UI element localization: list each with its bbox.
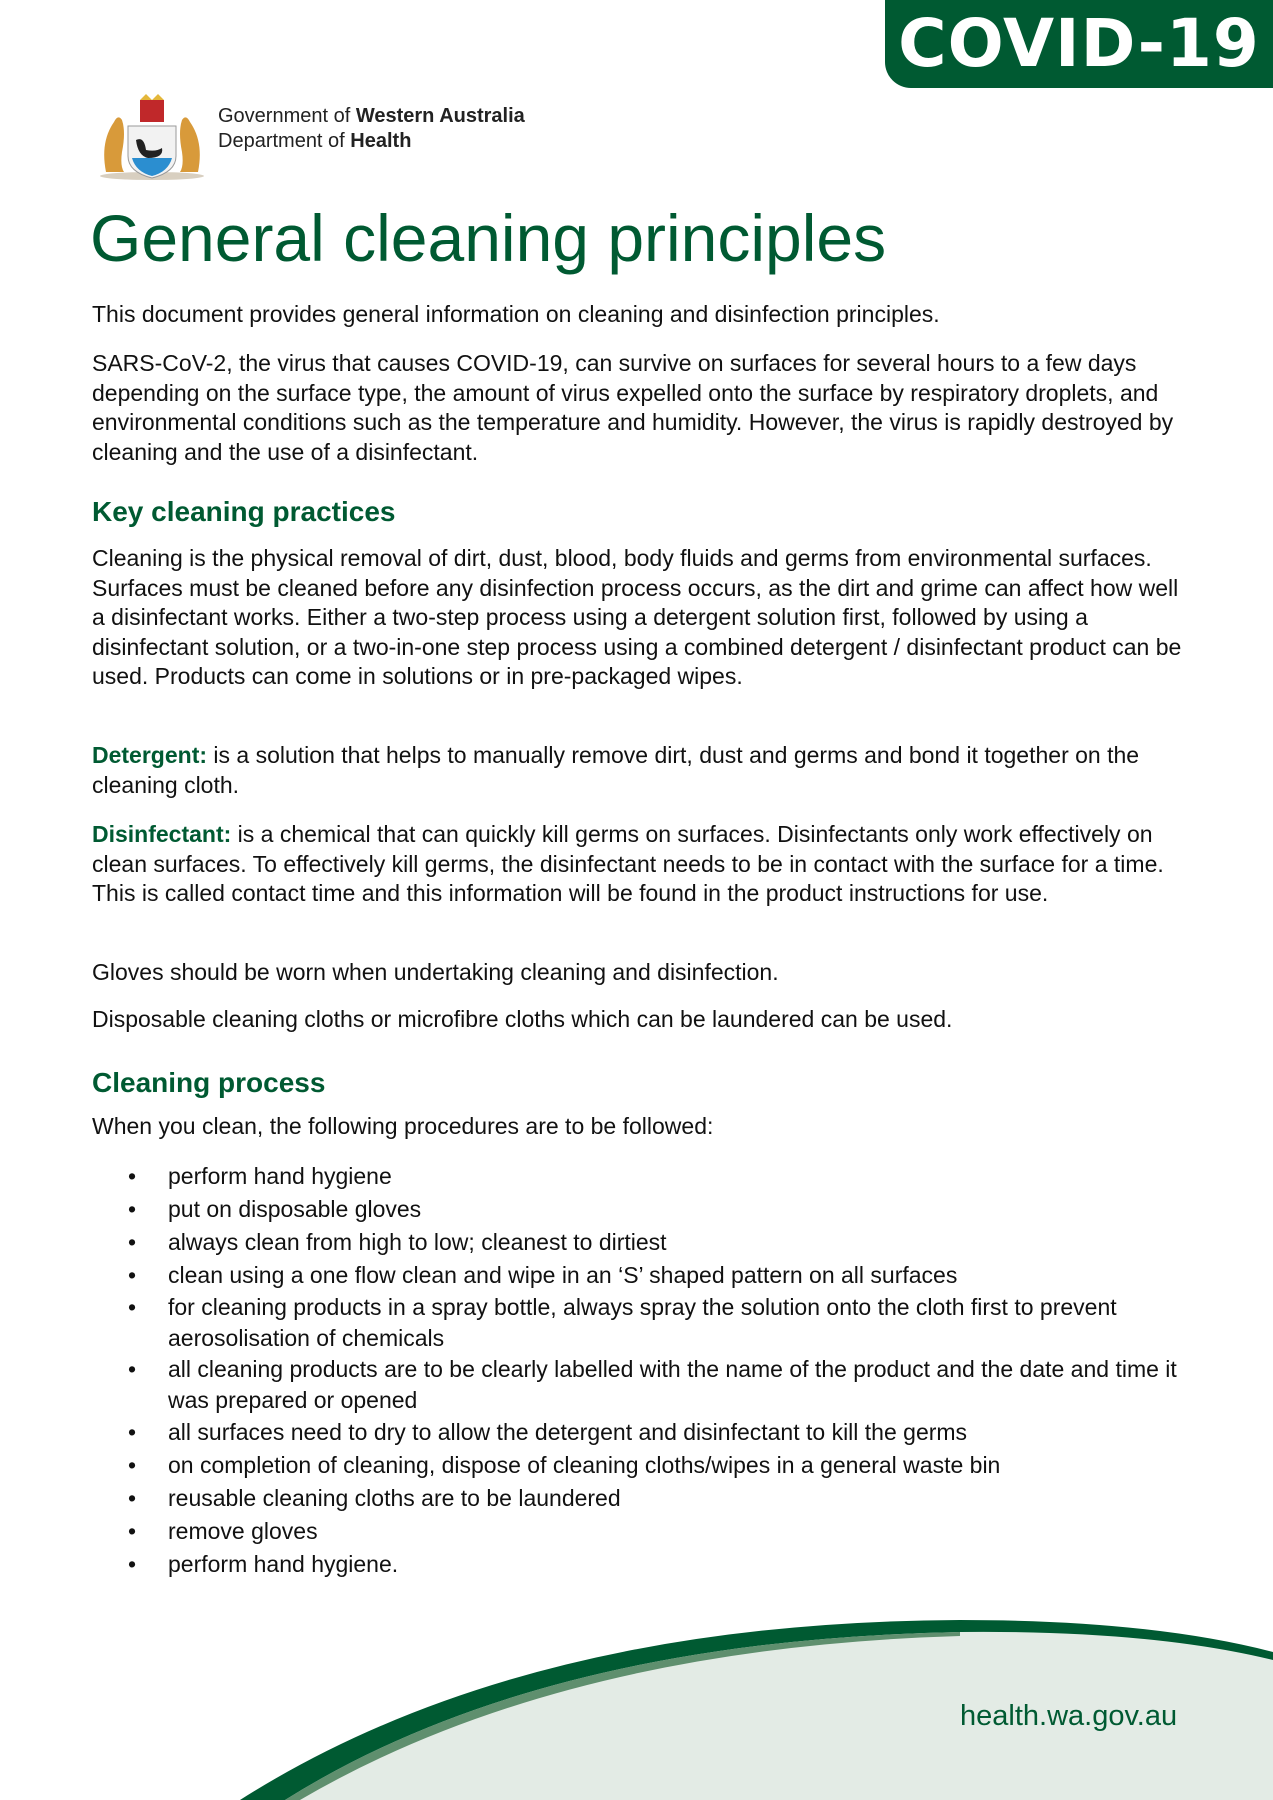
list-item: • reusable cleaning cloths are to be laundered bbox=[92, 1482, 1192, 1515]
page-title: General cleaning principles bbox=[90, 201, 887, 275]
procedure-list bbox=[92, 1160, 1192, 1581]
list-item: • on completion of cleaning, dispose of cleaning cloths/wipes in a general waste bin bbox=[92, 1449, 1192, 1482]
key-practices-heading: Key cleaning practices bbox=[92, 496, 396, 527]
org-line2-bold: Health bbox=[350, 130, 412, 152]
org-line1: Government of bbox=[218, 105, 356, 127]
cleaning-process-heading: Cleaning process bbox=[92, 1067, 326, 1098]
disinfectant-text: is a chemical that can quickly kill germs on surfaces. Disinfectants only work effectively on clean surfaces. To effectively kill germs, the disinfectant needs to be in contact with the surface for a time. This is called contact time and this information will be found in the product instructions for use. bbox=[92, 821, 1164, 906]
gloves-text: Gloves should be worn when undertaking cleaning and disinfection. bbox=[92, 959, 779, 985]
intro-text: This document provides general information on cleaning and disinfection principles. bbox=[92, 301, 940, 327]
detergent-definition bbox=[92, 741, 1192, 800]
list-item: • put on disposable gloves bbox=[92, 1193, 1192, 1226]
detergent-label: Detergent: bbox=[92, 742, 208, 768]
cloths-text: Disposable cleaning cloths or microfibre cloths which can be laundered can be used. bbox=[92, 1006, 953, 1032]
cleaning-paragraph: Cleaning is the physical removal of dirt, dust, blood, body fluids and germs from environmental surfaces. Surfaces must be cleaned before any disinfection process occurs, as the dirt and grime can affect how well a disinfectant works. Either a two-step process using a detergent solution first, followed by using a disinfectant solution, or a two-in-one step process using a combined detergent / disinfectant product can be used. Products can come in solutions or in pre-packaged wipes. bbox=[92, 545, 1182, 689]
org-line2: Department of bbox=[218, 130, 351, 152]
list-item: • for cleaning products in a spray bottle, always spray the solution onto the cloth first to prevent aerosolisation of chemicals bbox=[92, 1292, 1192, 1354]
website-link[interactable]: health.wa.gov.au bbox=[960, 1700, 1178, 1732]
detergent-text: is a solution that helps to manually remove dirt, dust and germs and bond it together on the cleaning cloth. bbox=[92, 742, 1140, 798]
virus-paragraph: SARS-CoV-2, the virus that causes COVID-19, can survive on surfaces for several hours to a few days depending on the surface type, the amount of virus expelled onto the surface by respiratory droplets, and environmental conditions such as the temperature and humidity. However, the virus is rapidly destroyed by cleaning and the use of a disinfectant. bbox=[92, 350, 1174, 465]
list-item: • remove gloves bbox=[92, 1515, 1192, 1548]
org-line1-bold: Western Australia bbox=[355, 105, 525, 127]
wa-coat-of-arms-logo bbox=[92, 92, 212, 180]
list-item: • all cleaning products are to be clearly labelled with the name of the product and the date and time it was prepared or opened bbox=[92, 1354, 1192, 1416]
process-intro: When you clean, the following procedures are to be followed: bbox=[92, 1113, 714, 1139]
covid-19-badge: COVID-19 bbox=[885, 0, 1273, 88]
list-item: • always clean from high to low; cleanest to dirtiest bbox=[92, 1226, 1192, 1259]
list-item: • perform hand hygiene bbox=[92, 1160, 1192, 1193]
list-item: • perform hand hygiene. bbox=[92, 1548, 1192, 1581]
disinfectant-definition bbox=[92, 820, 1192, 909]
disinfectant-label: Disinfectant: bbox=[92, 821, 232, 847]
list-item: • clean using a one flow clean and wipe in an ‘S’ shaped pattern on all surfaces bbox=[92, 1259, 1192, 1292]
organisation-name bbox=[218, 104, 525, 154]
list-item: • all surfaces need to dry to allow the detergent and disinfectant to kill the germs bbox=[92, 1416, 1192, 1449]
